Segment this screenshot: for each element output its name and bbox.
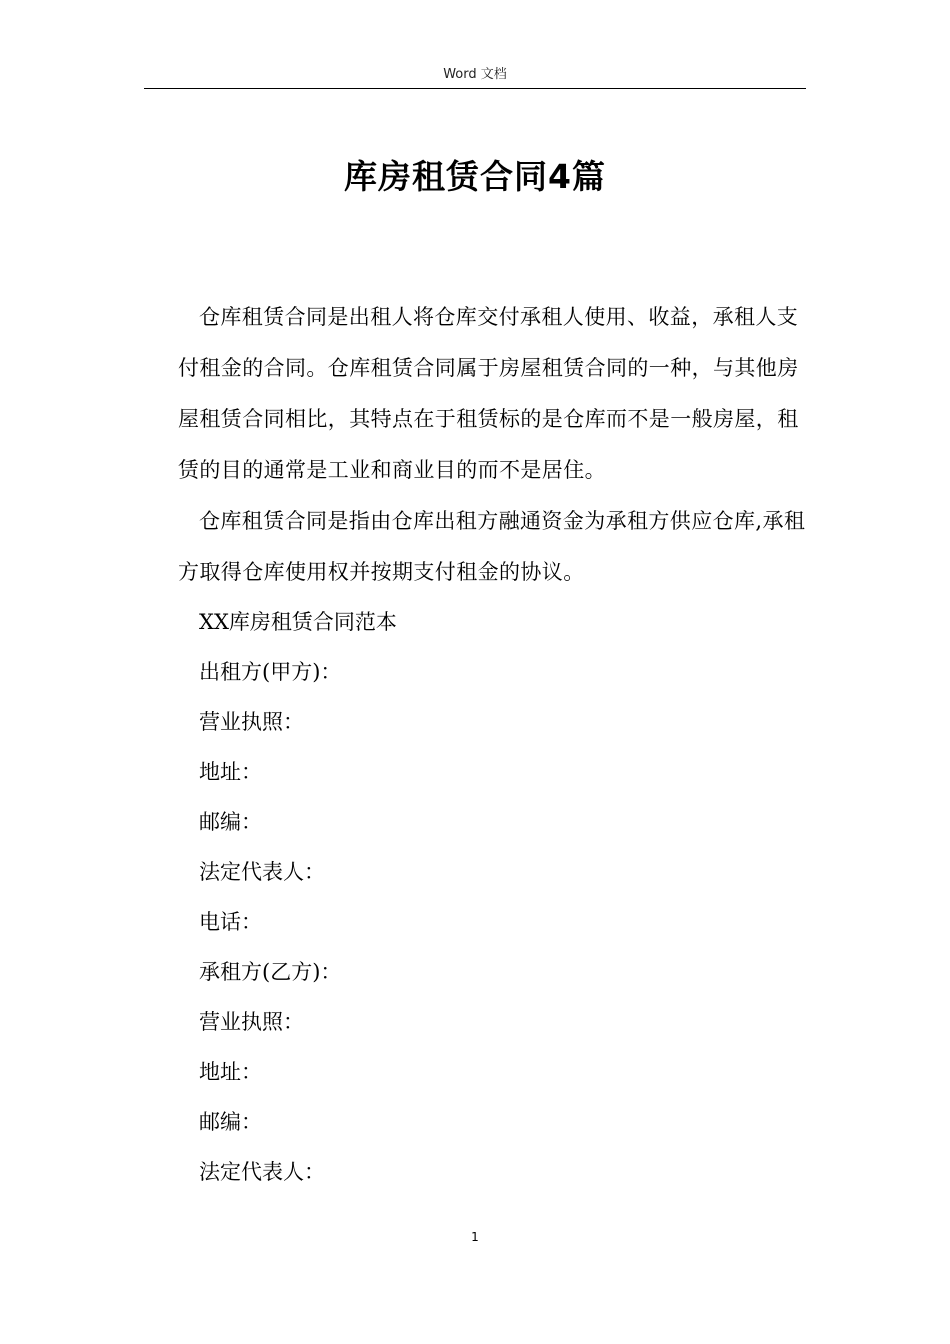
lessee-postcode-label: 邮编： <box>199 1110 262 1134</box>
lessee-business-license-label: 营业执照： <box>199 1010 304 1034</box>
page-header: Word 文档 <box>443 67 507 82</box>
header-divider <box>144 88 806 89</box>
lessor-business-license-label: 营业执照： <box>199 710 304 734</box>
lessee-legal-representative-label: 法定代表人： <box>199 1160 325 1184</box>
document-body <box>178 292 806 1198</box>
lessor-label: 出租方(甲方)： <box>199 660 342 684</box>
document-title: 库房租赁合同4篇 <box>344 157 606 196</box>
lessor-postcode-label: 邮编： <box>199 810 262 834</box>
lessee-address-label: 地址： <box>199 1060 262 1084</box>
page-number: 1 <box>471 1230 479 1244</box>
lessee-label: 承租方(乙方)： <box>199 960 342 984</box>
contract-template-heading: XX库房租赁合同范本 <box>199 610 397 634</box>
lessor-legal-representative-label: 法定代表人： <box>199 860 325 884</box>
lessor-address-label: 地址： <box>199 760 262 784</box>
lessor-phone-label: 电话： <box>199 910 262 934</box>
paragraph-intro: 仓库租赁合同是出租人将仓库交付承租人使用、收益，承租人支付租金的合同。仓库租赁合同属于房屋租赁合同的一种，与其他房屋租赁合同相比，其特点在于租赁标的是仓库而不是一般房屋，租赁的目的通常是工业和商业目的而不是居住。 <box>178 305 799 482</box>
paragraph-definition: 仓库租赁合同是指由仓库出租方融通资金为承租方供应仓库,承租方取得仓库使用权并按期支付租金的协议。 <box>178 509 806 584</box>
